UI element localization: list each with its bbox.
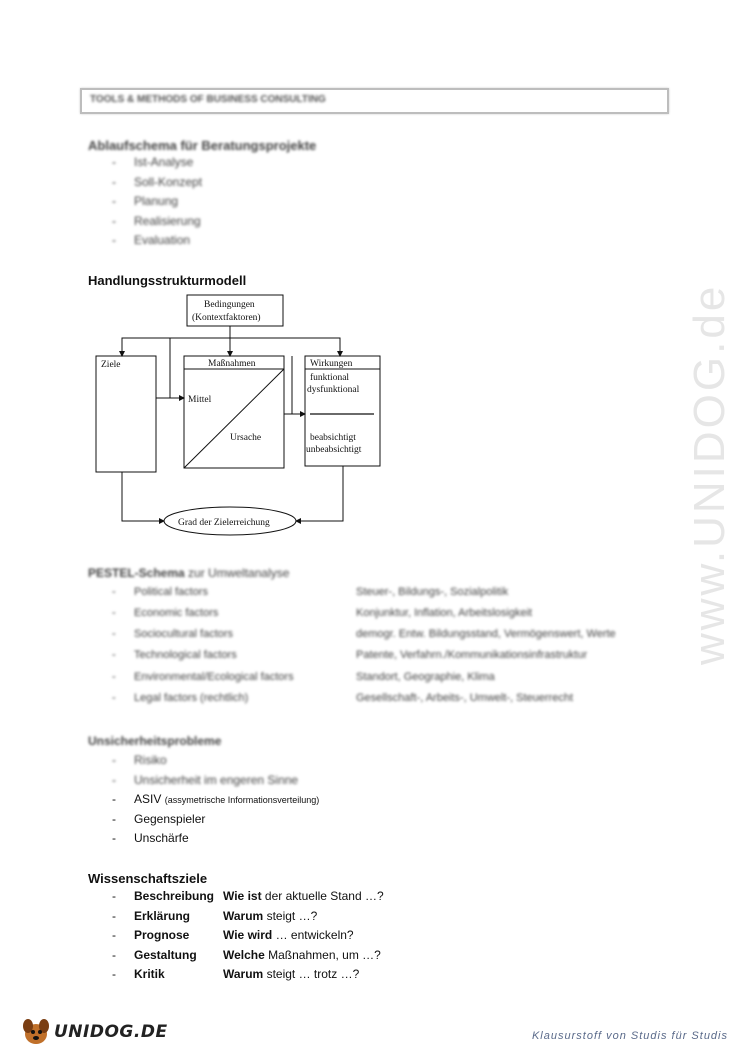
ziele-label: Ziele — [101, 360, 121, 370]
unbeabsichtigt-label: unbeabsichtigt — [306, 445, 362, 455]
list-item: - Gestaltung Welche Maßnahmen, um …? — [112, 948, 381, 962]
bedingungen-label: Bedingungen — [204, 300, 255, 310]
pestel-row: - Technological factors Patente, Verfahrn./Kommunikationsinfrastruktur — [112, 649, 588, 661]
unidog-logo[interactable] — [20, 1012, 170, 1046]
funktional-label: funktional — [310, 373, 350, 383]
pestel-row: - Sociocultural factors demogr. Entw. Bildungsstand, Vermögenswert, Werte — [112, 628, 616, 640]
dysfunktional-label: dysfunktional — [307, 385, 360, 395]
grad-label: Grad der Zielerreichung — [178, 518, 270, 528]
ursache-label: Ursache — [230, 433, 262, 443]
pestel-row: - Environmental/Ecological factors Standort, Geographie, Klima — [112, 671, 495, 683]
pestel-title: PESTEL-Schema zur Umweltanalyse — [88, 566, 290, 580]
ablauf-title: Ablaufschema für Beratungsprojekte — [88, 138, 317, 153]
list-item: - Beschreibung Wie ist der aktuelle Stand …? — [112, 889, 384, 903]
list-item: - Erklärung Warum steigt …? — [112, 909, 318, 923]
unsicherheit-title: Unsicherheitsprobleme — [88, 734, 222, 748]
handlung-title: Handlungsstrukturmodell — [88, 273, 247, 288]
footer-tagline: Klausurstoff von Studis für Studis — [531, 1030, 728, 1042]
dog-icon — [20, 1014, 54, 1048]
watermark: www.UNIDOG.de — [685, 283, 734, 665]
pestel-row: - Legal factors (rechtlich) Gesellschaft-, Arbeits-, Umwelt-, Steuerrecht — [112, 692, 574, 704]
header-title: TOOLS & METHODS OF BUSINESS CONSULTING — [90, 94, 326, 105]
pestel-row: - Economic factors Konjunktur, Inflation, Arbeitslosigkeit — [112, 607, 533, 619]
wirkungen-label: Wirkungen — [310, 359, 353, 369]
massnahmen-label: Maßnahmen — [208, 359, 256, 369]
kontextfaktoren-label: (Kontextfaktoren) — [192, 313, 261, 323]
logo-text: UNIDOG.DE — [54, 1022, 168, 1042]
mittel-label: Mittel — [188, 395, 212, 405]
list-item: - Kritik Warum steigt … trotz …? — [112, 967, 360, 981]
wissenschaft-title: Wissenschaftsziele — [88, 871, 208, 886]
ziele-box — [96, 356, 156, 472]
beabsichtigt-label: beabsichtigt — [310, 433, 356, 443]
list-item: - Prognose Wie wird … entwickeln? — [112, 928, 354, 942]
massnahmen-box — [184, 356, 284, 468]
pestel-row: - Political factors Steuer-, Bildungs-, Sozialpolitik — [112, 586, 509, 598]
